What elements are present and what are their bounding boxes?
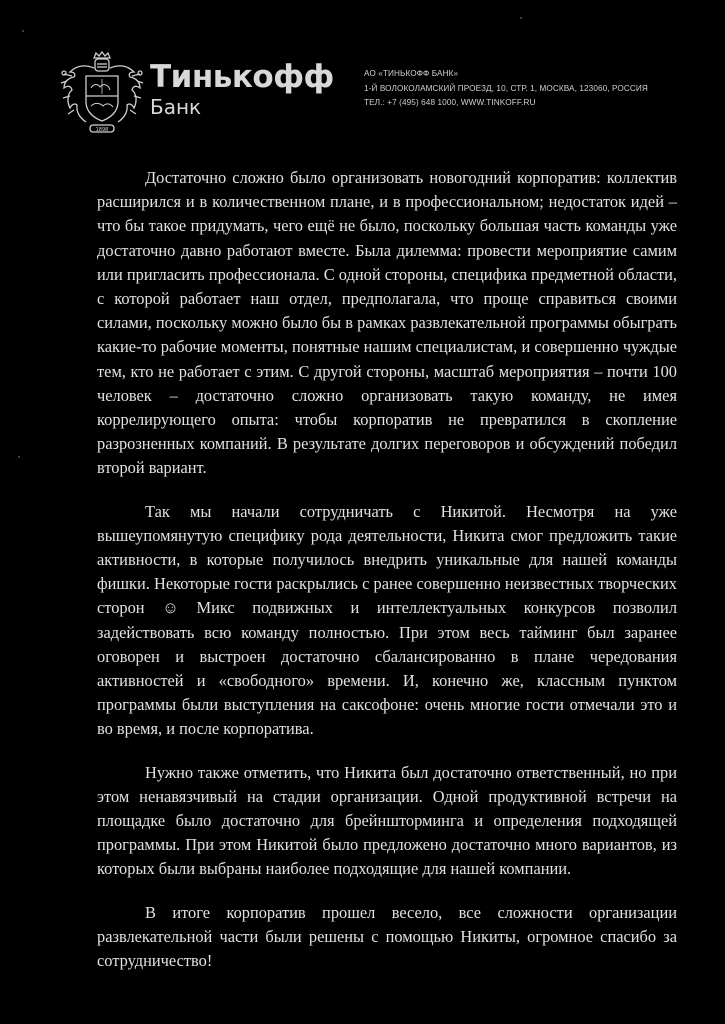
scan-speck	[22, 30, 24, 32]
letter-paragraph: В итоге корпоратив прошел весело, все сложности организации развлекательной части были решены с помощью Никиты, огромное спасибо за сотрудничество!	[97, 902, 677, 971]
letter-paragraph: Достаточно сложно было организовать новогодний корпоратив: коллектив расширился и в количественном плане, и в профессиональном; недостаток идей – что бы такое придумать, чего ещё не было, поскольку большая часть команды уже достаточно давно работают вместе. Была дилемма: провести мероприятие самим или пригласить профессионала. С одной стороны, специфика предметной области, с которой работает наш отдел, предполагала, что проще справиться своими силами, поскольку можно было бы в рамках развлекательной программы обыграть какие-то рабочие моменты, понятные нашим специалистам, и совершенно чуждые тем, кто не работает с этим. С другой стороны, масштаб мероприятия – почти 100 человек – достаточно сложно организовать такую команду, не имея коррелирующего опыта: чтобы корпоратив не превратился в скопление разрозненных компаний. В результате долгих переговоров и обсуждений победил второй вариант.	[97, 168, 677, 478]
svg-text:1898: 1898	[95, 127, 109, 133]
brand-name: Тинькофф	[150, 59, 334, 95]
letter-paragraph: Так мы начали сотрудничать с Никитой. Несмотря на уже вышеупомянутую специфику рода деятельности, Никита смог предложить такие активности, в которые получилось внедрить уникальные для нашей команды фишки. Некоторые гости раскрылись с ранее совершенно неизвестных творческих сторон ☺ Микс подвижных и интеллектуальных конкурсов позволил задействовать всю команду полностью. При этом весь тайминг был заранее оговорен и выстроен достаточно сбалансированно в плане чередования активностей и «свободного» времени. И, конечно же, классным пунктом программы были выступления на саксофоне: очень многие гости отмечали это и во время, и после корпоратива.	[97, 501, 677, 739]
letterhead	[58, 50, 688, 135]
brand-subtitle: Банк	[150, 95, 202, 119]
company-contacts: ТЕЛ.: +7 (495) 648 1000, WWW.TINKOFF.RU	[364, 98, 536, 107]
company-name: АО «ТИНЬКОФФ БАНК»	[364, 69, 459, 78]
brand-logo	[150, 60, 334, 118]
scan-speck	[520, 17, 522, 19]
coat-of-arms-emblem-icon	[58, 50, 146, 134]
letter-body	[97, 166, 677, 992]
company-info	[364, 67, 648, 111]
company-address: 1-Й ВОЛОКОЛАМСКИЙ ПРОЕЗД, 10, СТР. 1, МОСКВА, 123060, РОССИЯ	[364, 83, 648, 93]
scan-speck	[18, 456, 20, 458]
letter-paragraph: Нужно также отметить, что Никита был достаточно ответственный, но при этом ненавязчивый на стадии организации. Одной продуктивной встречи на площадке было достаточно для брейншторминга и определения подходящей программы. При этом Никитой было предложено достаточно много вариантов, из которых были выбраны наиболее подходящие для нашей компании.	[97, 762, 677, 879]
